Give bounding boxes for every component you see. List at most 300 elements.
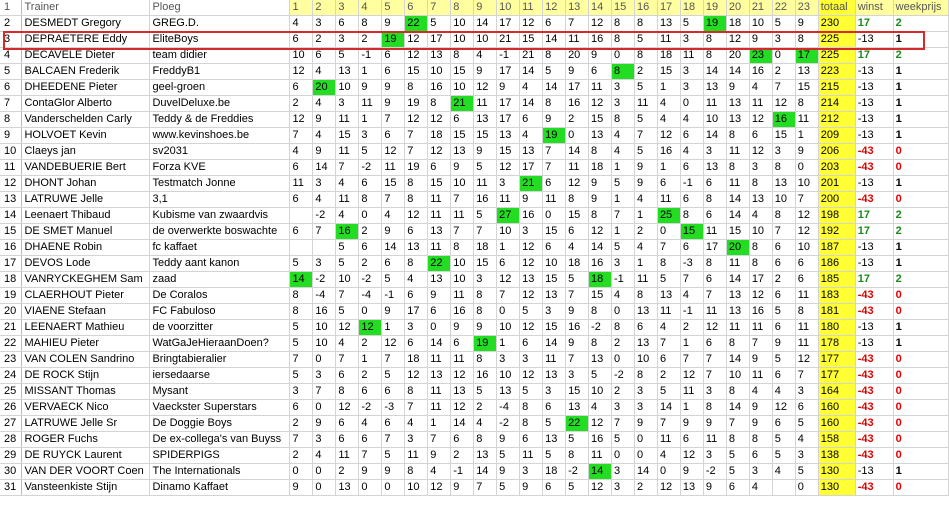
score-cell[interactable]: 3 [703,448,726,464]
score-cell[interactable]: 6 [405,336,428,352]
score-cell[interactable]: 9 [520,192,543,208]
ploeg-cell[interactable]: de voorzitter [150,320,290,336]
score-cell[interactable]: 5 [382,368,405,384]
score-cell[interactable]: 8 [726,160,749,176]
score-cell[interactable]: 22 [566,416,589,432]
ploeg-cell[interactable]: De Doggie Boys [150,416,290,432]
score-cell[interactable]: 4 [749,80,772,96]
score-cell[interactable]: 6 [795,256,818,272]
score-cell[interactable]: 9 [795,144,818,160]
score-cell[interactable]: 10 [405,480,428,496]
row-number[interactable]: 10 [0,144,22,160]
score-cell[interactable]: 14 [726,352,749,368]
score-cell[interactable]: 5 [474,160,497,176]
row-number[interactable]: 23 [0,352,22,368]
score-cell[interactable]: 10 [451,80,474,96]
score-cell[interactable]: 6 [703,208,726,224]
score-cell[interactable]: 11 [566,32,589,48]
row-number[interactable]: 22 [0,336,22,352]
score-cell[interactable]: 9 [451,320,474,336]
score-cell[interactable]: 11 [703,432,726,448]
score-cell[interactable]: 12 [474,80,497,96]
score-cell[interactable]: 6 [680,240,703,256]
score-cell[interactable]: 5 [634,32,657,48]
score-cell[interactable]: 5 [290,368,313,384]
table-row[interactable] [0,48,949,64]
score-cell[interactable]: 0 [612,352,635,368]
score-cell[interactable]: 1 [497,336,520,352]
score-cell[interactable]: 5 [566,272,589,288]
totaal-cell[interactable]: 203 [818,160,855,176]
row-number[interactable]: 19 [0,288,22,304]
score-cell[interactable]: 10 [497,368,520,384]
score-cell[interactable]: 9 [313,144,336,160]
row-number[interactable]: 16 [0,240,22,256]
score-cell[interactable]: 5 [772,448,795,464]
row-number[interactable]: 21 [0,320,22,336]
score-cell[interactable] [290,208,313,224]
winst-cell[interactable]: 17 [855,224,893,240]
score-cell[interactable]: 6 [772,288,795,304]
score-cell[interactable]: 13 [589,128,612,144]
score-cell[interactable]: 5 [680,16,703,32]
score-cell[interactable]: 13 [520,272,543,288]
trainer-cell[interactable]: BALCAEN Frederik [22,64,150,80]
score-cell[interactable]: 7 [451,224,474,240]
score-cell[interactable]: 1 [612,160,635,176]
score-cell[interactable]: 5 [612,432,635,448]
score-cell[interactable]: 1 [382,320,405,336]
score-cell[interactable]: 8 [543,48,566,64]
score-cell[interactable]: 12 [749,144,772,160]
weekprijs-cell[interactable]: 2 [893,272,948,288]
header-round-21[interactable]: 21 [749,0,772,16]
score-cell[interactable]: 4 [749,208,772,224]
score-cell[interactable]: 8 [336,384,359,400]
score-cell[interactable]: 0 [359,480,382,496]
score-cell[interactable]: 7 [772,224,795,240]
row-number[interactable]: 3 [0,32,22,48]
score-cell[interactable]: 8 [589,304,612,320]
totaal-cell[interactable]: 181 [818,304,855,320]
score-cell[interactable]: 7 [359,448,382,464]
header-round-11[interactable]: 11 [520,0,543,16]
score-cell[interactable]: 4 [405,272,428,288]
trainer-cell[interactable]: VAN COLEN Sandrino [22,352,150,368]
score-cell[interactable]: 9 [749,400,772,416]
score-cell[interactable]: 8 [749,256,772,272]
winst-cell[interactable]: -13 [855,112,893,128]
table-row[interactable] [0,416,949,432]
score-cell[interactable]: 7 [405,144,428,160]
score-cell[interactable]: 0 [657,224,680,240]
score-cell[interactable]: 13 [474,448,497,464]
totaal-cell[interactable]: 187 [818,240,855,256]
score-cell[interactable]: 15 [382,176,405,192]
trainer-cell[interactable]: DHEEDENE Pieter [22,80,150,96]
score-cell[interactable]: 4 [657,320,680,336]
table-row[interactable] [0,112,949,128]
score-cell[interactable]: 7 [474,480,497,496]
score-cell[interactable]: 8 [703,32,726,48]
score-cell[interactable]: 21 [497,32,520,48]
score-cell[interactable]: 1 [795,128,818,144]
score-cell[interactable]: 13 [405,240,428,256]
score-cell[interactable]: 5 [290,256,313,272]
row-number[interactable]: 1 [0,0,22,16]
ploeg-cell[interactable]: FC Fabuloso [150,304,290,320]
score-cell[interactable]: 9 [497,464,520,480]
score-cell[interactable]: 7 [680,352,703,368]
weekprijs-cell[interactable]: 1 [893,240,948,256]
score-cell[interactable]: 2 [359,256,382,272]
ploeg-cell[interactable]: De ex-collega's van Buyss [150,432,290,448]
score-cell[interactable]: 1 [359,64,382,80]
score-cell[interactable]: 2 [313,32,336,48]
row-number[interactable]: 13 [0,192,22,208]
score-cell[interactable]: 6 [749,448,772,464]
score-cell[interactable]: 4 [336,208,359,224]
score-cell[interactable]: 15 [543,320,566,336]
totaal-cell[interactable]: 164 [818,384,855,400]
totaal-cell[interactable]: 177 [818,368,855,384]
score-cell[interactable]: 15 [451,64,474,80]
score-cell[interactable]: 8 [680,208,703,224]
score-cell[interactable]: 23 [749,48,772,64]
score-cell[interactable]: 14 [543,336,566,352]
score-cell[interactable]: 16 [336,224,359,240]
table-row[interactable] [0,400,949,416]
score-cell[interactable]: 6 [359,176,382,192]
ploeg-cell[interactable]: iersedaarse [150,368,290,384]
row-number[interactable]: 25 [0,384,22,400]
winst-cell[interactable]: -43 [855,288,893,304]
header-trainer[interactable]: Trainer [22,0,150,16]
score-cell[interactable]: 3 [474,272,497,288]
winst-cell[interactable]: -43 [855,448,893,464]
score-cell[interactable]: 8 [290,304,313,320]
table-row[interactable] [0,368,949,384]
score-cell[interactable]: 6 [543,176,566,192]
trainer-cell[interactable]: LATRUWE Jelle Sr [22,416,150,432]
score-cell[interactable]: 9 [313,416,336,432]
score-cell[interactable]: 14 [290,272,313,288]
score-cell[interactable]: 5 [543,416,566,432]
score-cell[interactable]: 11 [703,224,726,240]
score-cell[interactable]: 6 [589,64,612,80]
score-cell[interactable]: 27 [497,208,520,224]
score-cell[interactable]: 10 [749,16,772,32]
table-row[interactable] [0,96,949,112]
score-cell[interactable]: 1 [634,208,657,224]
score-cell[interactable]: 6 [336,416,359,432]
score-cell[interactable]: 1 [634,256,657,272]
score-cell[interactable]: 15 [566,384,589,400]
weekprijs-cell[interactable]: 1 [893,128,948,144]
score-cell[interactable]: 13 [726,288,749,304]
score-cell[interactable]: 13 [336,64,359,80]
header-round-20[interactable]: 20 [726,0,749,16]
score-cell[interactable]: 6 [772,240,795,256]
score-cell[interactable]: 3 [313,256,336,272]
score-cell[interactable]: 20 [726,48,749,64]
score-cell[interactable]: 8 [612,16,635,32]
score-cell[interactable]: 11 [428,384,451,400]
score-cell[interactable]: 14 [428,336,451,352]
score-cell[interactable]: 3 [405,432,428,448]
score-cell[interactable]: 1 [657,80,680,96]
trainer-cell[interactable]: Vanderschelden Carly [22,112,150,128]
score-cell[interactable]: 6 [290,160,313,176]
score-cell[interactable]: 9 [382,16,405,32]
score-cell[interactable]: 7 [474,224,497,240]
score-cell[interactable]: 3 [497,176,520,192]
ploeg-cell[interactable]: team didier [150,48,290,64]
score-cell[interactable]: 5 [543,448,566,464]
score-cell[interactable]: 11 [589,448,612,464]
trainer-cell[interactable]: ROGER Fuchs [22,432,150,448]
weekprijs-cell[interactable]: 0 [893,416,948,432]
score-cell[interactable]: 9 [474,144,497,160]
score-cell[interactable]: 13 [543,432,566,448]
weekprijs-cell[interactable]: 2 [893,224,948,240]
weekprijs-cell[interactable]: 0 [893,384,948,400]
score-cell[interactable]: 12 [703,320,726,336]
totaal-cell[interactable]: 223 [818,64,855,80]
score-cell[interactable]: 6 [657,176,680,192]
row-number[interactable]: 18 [0,272,22,288]
score-cell[interactable]: 8 [520,416,543,432]
score-cell[interactable]: 6 [703,176,726,192]
score-cell[interactable]: 6 [382,416,405,432]
score-cell[interactable]: 15 [543,224,566,240]
score-cell[interactable]: 5 [336,304,359,320]
score-cell[interactable]: 8 [612,320,635,336]
winst-cell[interactable]: -13 [855,256,893,272]
score-cell[interactable]: 6 [313,48,336,64]
score-cell[interactable]: 12 [657,480,680,496]
trainer-cell[interactable]: Vansteenkiste Stijn [22,480,150,496]
score-cell[interactable]: -1 [382,288,405,304]
header-ploeg[interactable]: Ploeg [150,0,290,16]
winst-cell[interactable]: -43 [855,432,893,448]
row-number[interactable]: 8 [0,112,22,128]
score-cell[interactable]: 16 [589,432,612,448]
score-cell[interactable]: 5 [612,240,635,256]
score-cell[interactable]: 0 [382,480,405,496]
score-cell[interactable]: -2 [703,464,726,480]
score-cell[interactable]: 11 [589,80,612,96]
ploeg-cell[interactable]: FreddyB1 [150,64,290,80]
score-cell[interactable]: 12 [795,208,818,224]
ploeg-cell[interactable]: de overwerkte boswachte [150,224,290,240]
score-cell[interactable]: 0 [612,304,635,320]
score-cell[interactable]: 13 [726,96,749,112]
weekprijs-cell[interactable]: 1 [893,256,948,272]
ploeg-cell[interactable]: Bringtabieralier [150,352,290,368]
score-cell[interactable]: 2 [359,368,382,384]
score-cell[interactable] [313,240,336,256]
score-cell[interactable]: 4 [382,208,405,224]
weekprijs-cell[interactable]: 1 [893,464,948,480]
score-cell[interactable]: -1 [612,272,635,288]
score-cell[interactable]: 0 [313,464,336,480]
score-cell[interactable]: 12 [589,96,612,112]
score-cell[interactable]: 10 [497,224,520,240]
score-cell[interactable]: 6 [290,224,313,240]
score-cell[interactable]: 11 [566,160,589,176]
score-cell[interactable]: 4 [749,384,772,400]
winst-cell[interactable]: -43 [855,160,893,176]
score-cell[interactable]: 3 [313,176,336,192]
totaal-cell[interactable]: 215 [818,80,855,96]
score-cell[interactable]: 5 [634,80,657,96]
score-cell[interactable]: -4 [359,288,382,304]
score-cell[interactable]: 13 [634,304,657,320]
score-cell[interactable]: 7 [543,144,566,160]
score-cell[interactable]: 7 [428,432,451,448]
score-cell[interactable]: 11 [795,320,818,336]
winst-cell[interactable]: -13 [855,240,893,256]
ploeg-cell[interactable]: The Internationals [150,464,290,480]
score-cell[interactable]: 4 [474,48,497,64]
score-cell[interactable]: 6 [680,192,703,208]
score-cell[interactable]: 10 [749,224,772,240]
score-cell[interactable]: 4 [474,416,497,432]
table-row[interactable] [0,448,949,464]
score-cell[interactable]: 7 [795,192,818,208]
score-cell[interactable]: 9 [772,336,795,352]
score-cell[interactable]: 4 [359,416,382,432]
score-cell[interactable]: 3 [313,368,336,384]
totaal-cell[interactable]: 212 [818,112,855,128]
score-cell[interactable]: 14 [726,64,749,80]
score-cell[interactable]: 5 [290,336,313,352]
score-cell[interactable]: 9 [795,16,818,32]
score-cell[interactable]: 8 [703,400,726,416]
row-number[interactable]: 9 [0,128,22,144]
score-cell[interactable]: 5 [474,384,497,400]
weekprijs-cell[interactable]: 1 [893,64,948,80]
score-cell[interactable]: 10 [795,240,818,256]
score-cell[interactable]: 10 [451,32,474,48]
score-cell[interactable]: 6 [336,16,359,32]
score-cell[interactable]: 12 [336,400,359,416]
score-cell[interactable]: 7 [290,128,313,144]
score-cell[interactable]: 2 [680,320,703,336]
score-cell[interactable]: 11 [657,192,680,208]
score-cell[interactable]: 5 [543,64,566,80]
trainer-cell[interactable]: DEPRAETERE Eddy [22,32,150,48]
ploeg-cell[interactable]: sv2031 [150,144,290,160]
score-cell[interactable]: 11 [726,256,749,272]
table-row[interactable] [0,160,949,176]
winst-cell[interactable]: -43 [855,352,893,368]
weekprijs-cell[interactable]: 0 [893,160,948,176]
score-cell[interactable]: 10 [497,320,520,336]
table-row[interactable] [0,176,949,192]
score-cell[interactable]: 18 [405,352,428,368]
score-cell[interactable]: 8 [612,64,635,80]
table-row[interactable] [0,256,949,272]
score-cell[interactable]: 8 [589,144,612,160]
score-cell[interactable]: 9 [290,480,313,496]
score-cell[interactable]: 7 [657,416,680,432]
score-cell[interactable]: 8 [589,208,612,224]
trainer-cell[interactable]: VIAENE Stefaan [22,304,150,320]
header-round-7[interactable]: 7 [428,0,451,16]
score-cell[interactable]: -3 [382,400,405,416]
score-cell[interactable]: 11 [428,240,451,256]
score-cell[interactable]: 16 [428,80,451,96]
score-cell[interactable]: 2 [772,64,795,80]
score-cell[interactable]: 13 [428,48,451,64]
score-cell[interactable]: 13 [680,480,703,496]
score-cell[interactable]: 5 [336,240,359,256]
score-cell[interactable]: 7 [657,336,680,352]
score-cell[interactable]: -4 [497,400,520,416]
ploeg-cell[interactable]: EliteBoys [150,32,290,48]
winst-cell[interactable]: -43 [855,144,893,160]
score-cell[interactable]: 2 [451,448,474,464]
score-cell[interactable]: 12 [451,368,474,384]
score-cell[interactable]: 8 [634,368,657,384]
score-cell[interactable]: 4 [772,464,795,480]
score-cell[interactable]: 11 [795,112,818,128]
score-cell[interactable]: 11 [726,144,749,160]
score-cell[interactable]: 9 [634,176,657,192]
score-cell[interactable]: 10 [336,80,359,96]
totaal-cell[interactable]: 130 [818,480,855,496]
score-cell[interactable]: 12 [772,400,795,416]
score-cell[interactable]: 9 [566,64,589,80]
totaal-cell[interactable]: 225 [818,48,855,64]
score-cell[interactable]: 13 [474,112,497,128]
header-round-5[interactable]: 5 [382,0,405,16]
score-cell[interactable]: 20 [566,48,589,64]
header-round-19[interactable]: 19 [703,0,726,16]
score-cell[interactable]: 8 [795,96,818,112]
score-cell[interactable]: -2 [359,272,382,288]
winst-cell[interactable]: -13 [855,80,893,96]
score-cell[interactable]: 19 [405,96,428,112]
score-cell[interactable]: 7 [703,368,726,384]
score-cell[interactable]: 8 [726,432,749,448]
score-cell[interactable]: 9 [680,416,703,432]
score-cell[interactable]: 13 [657,288,680,304]
winst-cell[interactable]: -13 [855,128,893,144]
score-cell[interactable]: 14 [589,464,612,480]
weekprijs-cell[interactable]: 0 [893,480,948,496]
ploeg-cell[interactable]: WatGaJeHieraanDoen? [150,336,290,352]
score-cell[interactable]: 5 [772,304,795,320]
winst-cell[interactable]: -13 [855,464,893,480]
score-cell[interactable]: 5 [336,256,359,272]
score-cell[interactable]: 0 [359,208,382,224]
score-cell[interactable]: 18 [589,272,612,288]
score-cell[interactable]: 6 [772,416,795,432]
trainer-cell[interactable]: DESMEDT Gregory [22,16,150,32]
score-cell[interactable]: 8 [612,32,635,48]
score-cell[interactable]: 9 [749,32,772,48]
score-cell[interactable]: 15 [543,272,566,288]
score-cell[interactable]: 8 [589,336,612,352]
score-cell[interactable]: 3 [520,352,543,368]
score-cell[interactable]: 3 [634,400,657,416]
score-cell[interactable]: 11 [680,384,703,400]
winst-cell[interactable]: 17 [855,16,893,32]
score-cell[interactable]: 3 [520,464,543,480]
